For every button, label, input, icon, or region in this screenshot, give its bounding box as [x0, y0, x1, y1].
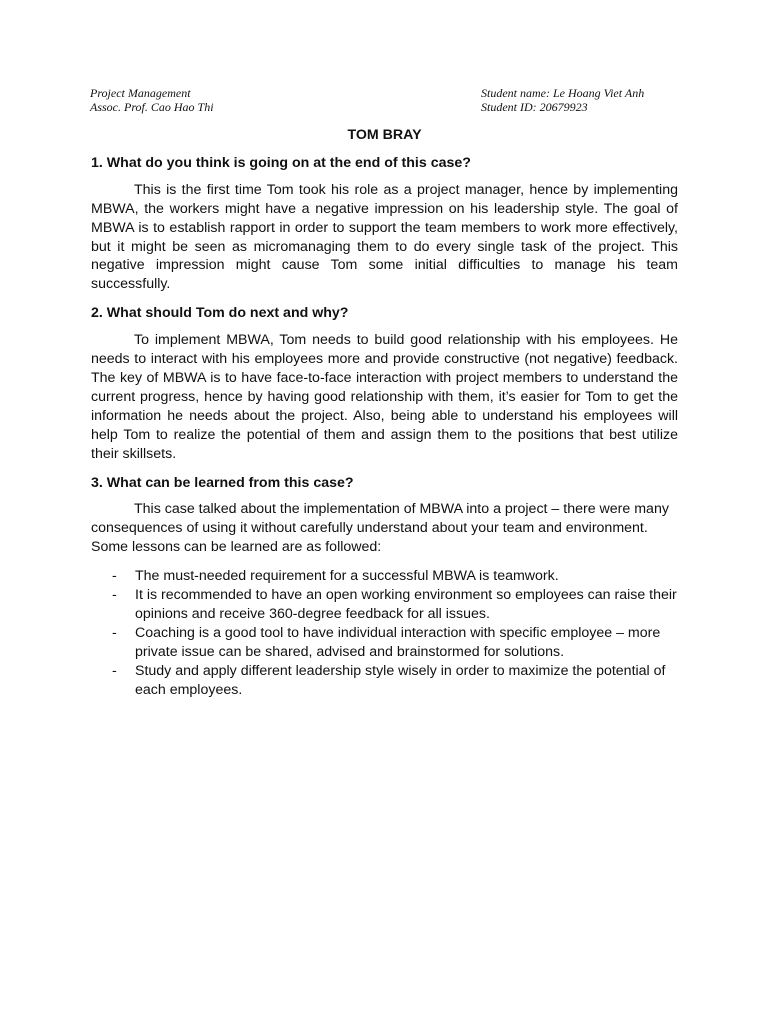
course-name: Project Management	[90, 86, 191, 100]
bullet-dash: -	[112, 568, 117, 585]
list-item-text: It is recommended to have an open working environment so employees can raise their opinions and receive 360-degree feedback for all issues.	[135, 587, 677, 622]
document-header	[90, 86, 680, 114]
answer-2-paragraph: To implement MBWA, Tom needs to build good relationship with his employees. He needs to interact with his employees more and provide constructive (not negative) feedback. The key of MBWA is to have face-to-face interaction with project members to understand the current progress, hence by having good relationship with them, it’s easier for Tom to get the information he needs about the project. Also, being able to understand his employees will help Tom to realize the potential of them and assign them to the positions that best utilize their skillsets.	[91, 332, 678, 462]
bullet-dash: -	[112, 624, 117, 641]
header-row-2	[90, 100, 680, 114]
list-item	[91, 567, 678, 586]
list-item-text: The must-needed requirement for a successful MBWA is teamwork.	[135, 568, 559, 585]
question-3: 3. What can be learned from this case?	[91, 474, 354, 491]
question-1: 1. What do you think is going on at the end of this case?	[91, 154, 471, 171]
document-body	[91, 126, 678, 699]
list-item	[91, 586, 678, 624]
answer-1-paragraph: This is the first time Tom took his role as a project manager, hence by implementing MBWA, the workers might have a negative impression on his leadership style. The goal of MBWA is to establish rapport in order to support the team members to work more effectively, but it might be seen as micromanaging them to do every single task of the project. This negative impression might cause Tom some initial difficulties to manage his team successfully.	[91, 181, 678, 293]
document-title: TOM BRAY	[347, 127, 422, 143]
list-item-text: Study and apply different leadership style wisely in order to maximize the potential of each employees.	[135, 662, 666, 698]
list-item	[91, 662, 678, 700]
student-name: Student name: Le Hoang Viet Anh	[481, 86, 645, 100]
list-item	[91, 624, 678, 662]
student-id: Student ID: 20679923	[481, 100, 588, 114]
instructor-name: Assoc. Prof. Cao Hao Thi	[90, 100, 214, 114]
answer-3-paragraph: This case talked about the implementation of MBWA into a project – there were many consequences of using it without carefully understand about your team and environment. Some lessons can be learned are as followed:	[91, 501, 669, 556]
lessons-list	[91, 567, 678, 699]
bullet-dash: -	[112, 587, 117, 604]
bullet-dash: -	[112, 662, 117, 679]
question-2: 2. What should Tom do next and why?	[91, 305, 349, 322]
header-row-1	[90, 86, 680, 100]
list-item-text: Coaching is a good tool to have individual interaction with specific employee – more private issue can be shared, advised and brainstormed for solutions.	[135, 624, 661, 660]
